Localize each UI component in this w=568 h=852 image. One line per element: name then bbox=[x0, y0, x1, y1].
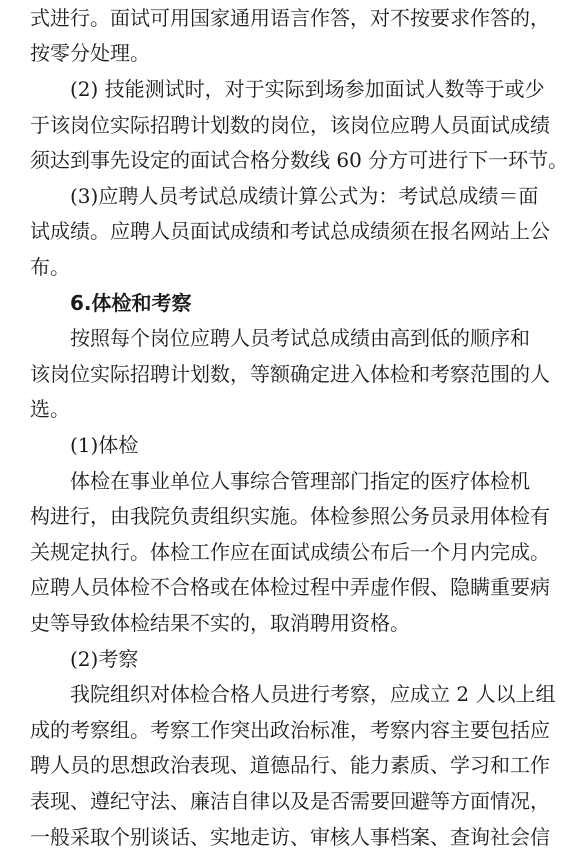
text-line-2: 按零分处理。 bbox=[30, 41, 150, 65]
text-line-5: 须达到事先设定的面试合格分数线 60 分方可进行下一环节。 bbox=[30, 148, 568, 172]
text-line-10: 按照每个岗位应聘人员考试总成绩由高到低的顺序和 bbox=[70, 326, 530, 350]
text-line-21: 成的考察组。考察工作突出政治标准，考察内容主要包括应 bbox=[30, 718, 550, 742]
text-line-15: 构进行，由我院负责组织实施。体检参照公务员录用体检有 bbox=[30, 504, 550, 528]
section-heading-medical-and-inspection: 6.体检和考察 bbox=[70, 291, 192, 315]
text-line-3: (2) 技能测试时，对于实际到场参加面试人数等于或少 bbox=[70, 77, 545, 101]
subheading-medical-exam: (1)体检 bbox=[70, 433, 139, 457]
text-line-24: 一般采取个别谈话、实地走访、审核人事档案、查询社会信 bbox=[30, 825, 550, 849]
text-line-18: 史等导致体检结果不实的，取消聘用资格。 bbox=[30, 611, 410, 635]
text-line-1: 式进行。面试可用国家通用语言作答，对不按要求作答的， bbox=[30, 6, 550, 30]
subheading-inspection: (2)考察 bbox=[70, 647, 139, 671]
text-line-4: 于该岗位实际招聘计划数的岗位，该岗位应聘人员面试成绩 bbox=[30, 113, 550, 137]
text-line-22: 聘人员的思想政治表现、道德品行、能力素质、学习和工作 bbox=[30, 753, 550, 777]
text-line-16: 关规定执行。体检工作应在面试成绩公布后一个月内完成。 bbox=[30, 540, 550, 564]
text-line-12: 选。 bbox=[30, 397, 70, 421]
text-line-6: (3)应聘人员考试总成绩计算公式为：考试总成绩＝面 bbox=[70, 184, 539, 208]
text-line-8: 布。 bbox=[30, 255, 70, 279]
text-line-11: 该岗位实际招聘计划数，等额确定进入体检和考察范围的人 bbox=[30, 362, 550, 386]
text-line-14: 体检在事业单位人事综合管理部门指定的医疗体检机 bbox=[70, 469, 530, 493]
text-line-17: 应聘人员体检不合格或在体检过程中弄虚作假、隐瞒重要病 bbox=[30, 575, 550, 599]
text-line-7: 试成绩。应聘人员面试成绩和考试总成绩须在报名网站上公 bbox=[30, 219, 550, 243]
text-line-20: 我院组织对体检合格人员进行考察，应成立 2 人以上组 bbox=[70, 682, 556, 706]
text-line-23: 表现、遵纪守法、廉洁自律以及是否需要回避等方面情况， bbox=[30, 789, 550, 813]
